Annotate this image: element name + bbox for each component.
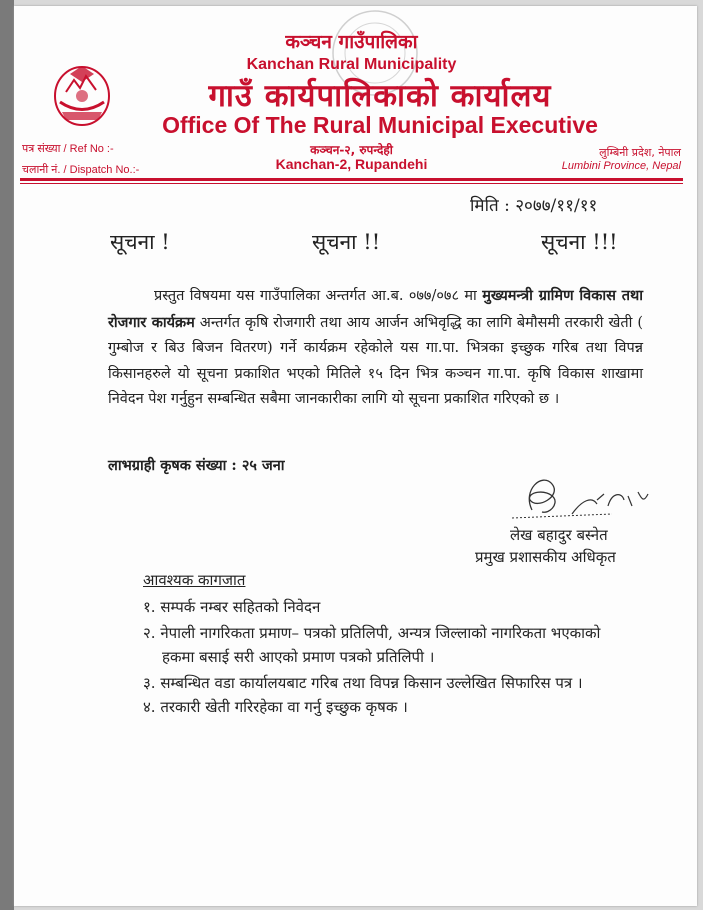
- office-title-en: Office Of The Rural Municipal Executive: [162, 112, 598, 138]
- notice-heading-3: सूचना !!!: [541, 230, 618, 254]
- requirement-item-1: १. सम्पर्क नम्बर सहितको निवेदन: [143, 598, 321, 616]
- requirement-item-3: ३. सम्बन्धित वडा कार्यालयबाट गरिब तथा विपन्न किसान उल्लेखित सिफारिस पत्र ।: [143, 674, 583, 692]
- requirement-item-2-cont: हकमा बसाई सरी आएको प्रमाण पत्रको प्रतिलिपी ।: [162, 648, 435, 666]
- letterhead-rule: [20, 178, 683, 181]
- ref-number-label: पत्र संख्या / Ref No :-: [22, 143, 114, 155]
- beneficiary-count: लाभग्राही कृषक संख्या : २५ जना: [108, 457, 285, 474]
- letterhead-rule-thin: [20, 183, 683, 184]
- dispatch-number-label: चलानी नं. / Dispatch No.:-: [22, 164, 140, 176]
- notice-heading-1: सूचना !: [110, 230, 170, 254]
- program-name: मुख्यमन्त्री ग्रामिण विकास तथा रोजगार कार्यक्रम: [108, 287, 644, 331]
- requirement-item-4: ४. तरकारी खेती गरिरहेका वा गर्नु इच्छुक कृषक ।: [143, 698, 408, 716]
- date-line: मिति : २०७७/११/११: [470, 196, 598, 216]
- address-np: कञ्चन-२, रुपन्देही: [310, 143, 393, 157]
- signatory-name: लेख बहादुर बस्नेत: [510, 526, 608, 544]
- municipality-name-en: Kanchan Rural Municipality: [246, 56, 457, 73]
- address-en: Kanchan-2, Rupandehi: [275, 156, 428, 172]
- province-np: लुम्बिनी प्रदेश, नेपाल: [599, 146, 681, 159]
- handwritten-signature: [492, 470, 672, 530]
- required-documents-title: आवश्यक कागजात: [143, 571, 246, 589]
- municipality-name-np: कञ्चन गाउँपालिका: [285, 31, 418, 53]
- notice-heading-2: सूचना !!: [312, 230, 381, 254]
- body-intro: प्रस्तुत विषयमा यस गाउँपालिका अन्तर्गत आ.ब. ०७७/०७८ मा: [154, 288, 483, 304]
- scan-edge: [0, 0, 14, 910]
- province-en: Lumbini Province, Nepal: [561, 160, 681, 172]
- requirement-item-2: २. नेपाली नागरिकता प्रमाण– पत्रको प्रतिलिपी, अन्यत्र जिल्लाको नागरिकता भएकाको: [143, 624, 601, 642]
- body-rest: अन्तर्गत कृषि रोजगारी तथा आय आर्जन अभिवृद्धि का लागि बेमौसमी तरकारी खेती ( गुम्बोज र बिउ बिजन वितरण) गर्ने कार्यक्रम रहेकोले यस गा.पा. भित्रका इच्छुक गरिब तथा विपन्न किसानहरुले यो सूचना प्रकाशित भएको मितिले १५ दिन भित्र कञ्चन गा.पा. कृषि विकास शाखामा निवेदन पेश गर्नुहुन सम्बन्धित सबैमा जानकारीका लागि यो सूचना प्रकाशित गरिएको छ ।: [108, 314, 643, 407]
- signatory-title: प्रमुख प्रशासकीय अधिकृत: [475, 548, 616, 566]
- office-title-np: गाउँ कार्यपालिकाको कार्यालय: [208, 78, 552, 114]
- notice-body-paragraph: [108, 283, 643, 413]
